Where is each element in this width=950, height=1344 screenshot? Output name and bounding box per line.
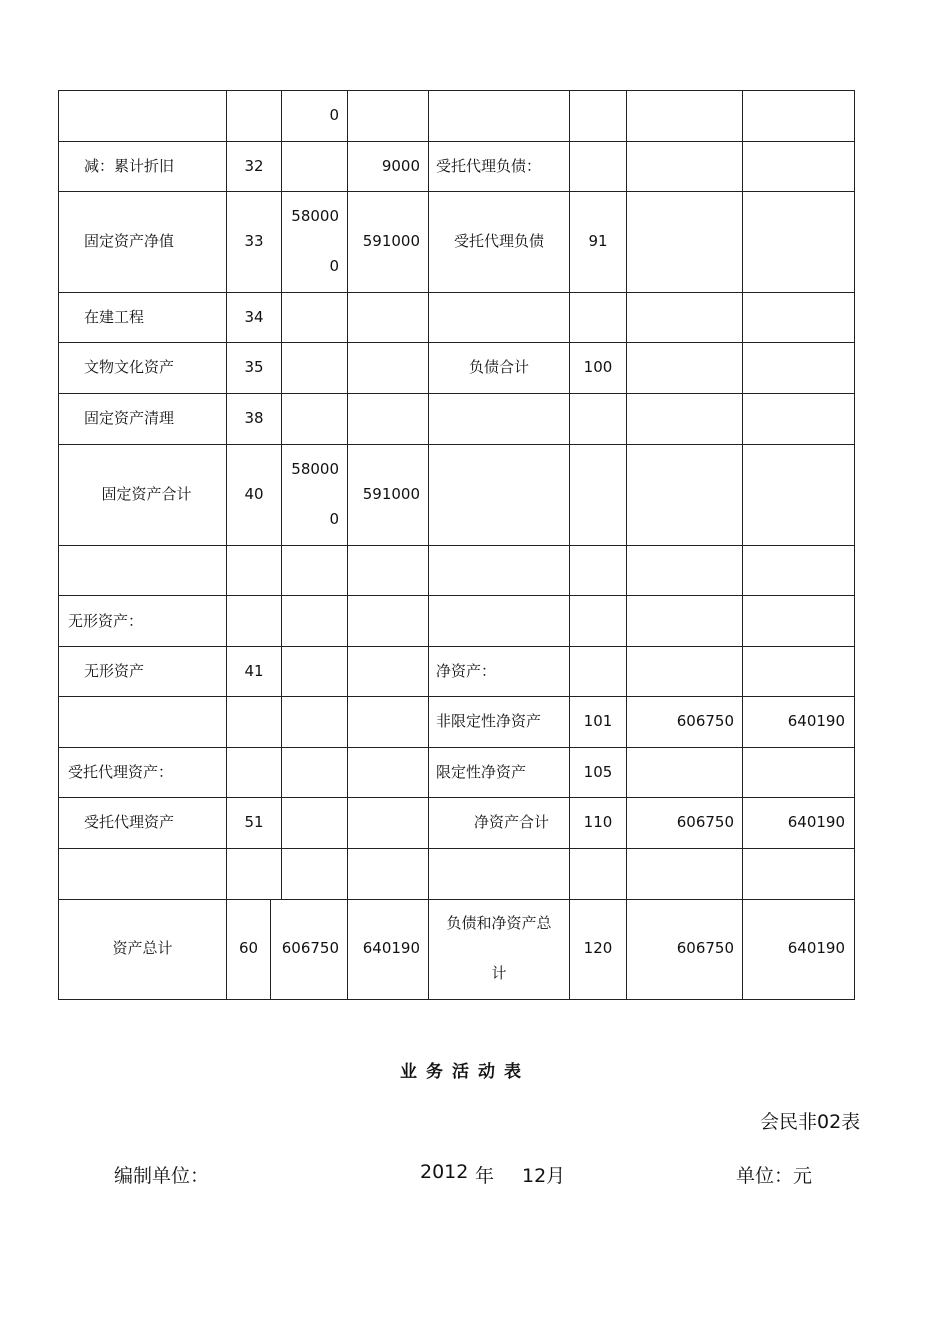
asset-item-label: 受托代理资产	[84, 813, 175, 831]
end-balance-cell: 591000	[362, 485, 420, 503]
asset-line-number: 32	[244, 157, 264, 175]
table-rule	[569, 90, 570, 1000]
asset-line-number: 41	[244, 662, 264, 680]
liability-line-number: 91	[588, 232, 608, 250]
table-rule	[58, 595, 855, 596]
begin-balance-cell-wrap: 0	[329, 510, 339, 528]
begin-balance-cell: 58000	[291, 207, 339, 225]
table-rule	[58, 899, 855, 900]
table-rule	[58, 848, 855, 849]
liability-item-label: 净资产合计	[473, 813, 549, 831]
table-rule	[58, 90, 59, 1000]
table-rule	[347, 90, 348, 1000]
liability-total-label-wrap: 计	[491, 964, 507, 982]
liability-end-balance: 640190	[787, 813, 845, 831]
asset-item-label: 减：累计折旧	[84, 157, 175, 175]
liability-line-number: 100	[583, 358, 613, 376]
report-month: 12月	[522, 1165, 566, 1187]
table-rule	[58, 444, 855, 445]
table-rule	[58, 342, 855, 343]
asset-line-number: 51	[244, 813, 264, 831]
asset-line-number: 60	[238, 939, 259, 957]
table-rule	[58, 747, 855, 748]
asset-section-label: 受托代理资产：	[68, 763, 174, 781]
table-rule	[58, 696, 855, 697]
table-rule	[58, 646, 855, 647]
end-balance-cell: 591000	[362, 232, 420, 250]
asset-line-number: 35	[244, 358, 264, 376]
asset-item-label: 固定资产清理	[84, 409, 175, 427]
asset-line-number: 34	[244, 308, 264, 326]
liability-item-label: 非限定性净资产	[436, 712, 542, 730]
report-title: 业务活动表	[400, 1062, 530, 1082]
table-rule	[58, 393, 855, 394]
form-code: 会民非02表	[760, 1111, 861, 1133]
asset-item-label: 固定资产净值	[84, 232, 175, 250]
asset-section-label: 无形资产：	[68, 612, 144, 630]
liability-item-label: 受托代理负债	[453, 232, 544, 250]
asset-line-number: 33	[244, 232, 264, 250]
table-rule	[58, 141, 855, 142]
asset-item-label: 文物文化资产	[84, 358, 175, 376]
liability-end-balance: 640190	[787, 939, 845, 957]
liability-begin-balance: 606750	[676, 813, 734, 831]
liability-line-number: 110	[583, 813, 613, 831]
table-rule	[58, 797, 855, 798]
liability-end-balance: 640190	[787, 712, 845, 730]
end-balance-cell: 9000	[381, 157, 420, 175]
asset-total-label: 资产总计	[112, 939, 173, 957]
table-rule	[226, 90, 227, 1000]
currency-unit-label: 单位：元	[736, 1165, 813, 1187]
net-asset-section-label: 净资产：	[436, 662, 497, 680]
liability-begin-balance: 606750	[676, 939, 734, 957]
begin-balance-cell-wrap: 0	[329, 257, 339, 275]
liability-item-label: 受托代理负债：	[436, 157, 542, 175]
table-rule	[58, 292, 855, 293]
end-balance-cell: 640190	[362, 939, 420, 957]
asset-item-label: 无形资产	[84, 662, 145, 680]
table-rule	[626, 90, 627, 1000]
asset-line-number: 40	[244, 485, 264, 503]
table-rule	[58, 999, 855, 1000]
begin-balance-cell: 58000	[291, 460, 339, 478]
liability-total-label: 负债和净资产总	[446, 914, 552, 932]
table-rule	[58, 90, 855, 91]
table-rule	[854, 90, 855, 1000]
begin-balance-cell: 606750	[281, 939, 339, 957]
asset-line-number: 38	[244, 409, 264, 427]
asset-item-label: 固定资产合计	[101, 485, 192, 503]
liability-line-number: 105	[583, 763, 613, 781]
table-rule	[58, 191, 855, 192]
liability-item-label: 限定性净资产	[436, 763, 527, 781]
liability-begin-balance: 606750	[676, 712, 734, 730]
begin-balance-cell: 0	[329, 106, 339, 124]
table-rule	[58, 545, 855, 546]
report-year: 2012	[420, 1161, 469, 1183]
liability-line-number: 101	[583, 712, 613, 730]
liability-item-label: 负债合计	[468, 358, 529, 376]
table-rule	[428, 90, 429, 1000]
liability-line-number: 120	[583, 939, 613, 957]
compiler-label: 编制单位：	[114, 1165, 210, 1187]
table-rule	[742, 90, 743, 1000]
asset-item-label: 在建工程	[84, 308, 145, 326]
report-year-unit: 年	[475, 1165, 495, 1187]
